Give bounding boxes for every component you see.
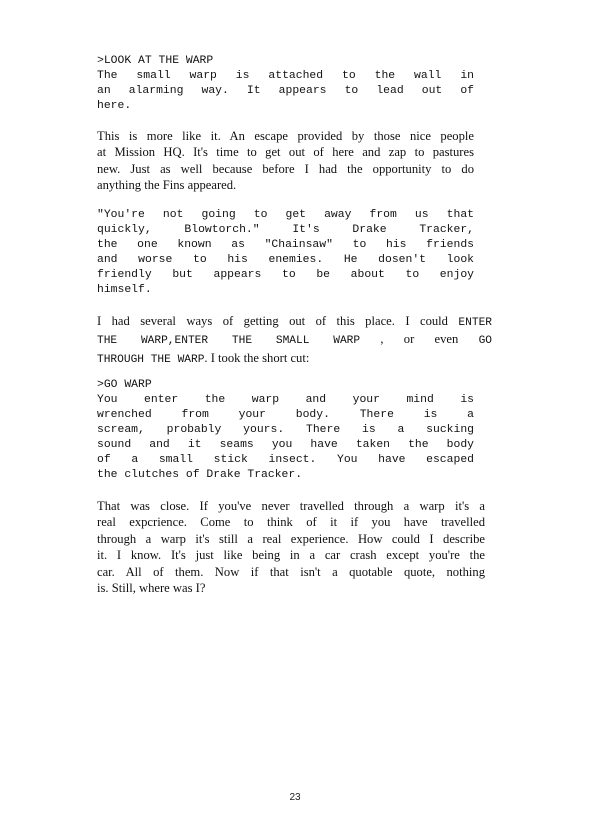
narrative-paragraph-1 bbox=[97, 128, 474, 194]
transcript-line: himself. bbox=[97, 284, 152, 296]
text-line: This is more like it. An escape provided by those nice people bbox=[97, 129, 474, 143]
page-number: 23 bbox=[289, 792, 301, 803]
transcript-line: scream, probably yours. There is a sucking bbox=[97, 424, 474, 436]
transcript-line: "You're not going to get away from us that bbox=[97, 209, 474, 221]
text-fragment: I had several ways of getting out of this place. I could bbox=[97, 314, 448, 328]
command-reference: ENTER bbox=[458, 317, 492, 329]
text-line: is. Still, where was I? bbox=[97, 581, 206, 596]
text-line: anything the Fins appeared. bbox=[97, 178, 237, 193]
game-transcript-tracker bbox=[97, 208, 474, 298]
text-line bbox=[97, 313, 492, 331]
transcript-line: friendly but appears to be about to enjoy bbox=[97, 269, 474, 281]
transcript-line: here. bbox=[97, 100, 132, 112]
transcript-line: The small warp is attached to the wall in bbox=[97, 70, 474, 82]
text-line: at Mission HQ. It's time to get out of here and zap to pastures bbox=[97, 145, 474, 160]
text-line: new. Just as well because before I had the opportunity to do bbox=[97, 161, 474, 176]
command-reference: GO bbox=[478, 335, 492, 348]
transcript-line: of a small stick insect. You have escaped bbox=[97, 454, 474, 466]
transcript-line: an alarming way. It appears to lead out of bbox=[97, 85, 474, 97]
text-line: through a warp it's still a real experience. How could I describe bbox=[97, 531, 485, 546]
transcript-line: sound and it seams you have taken the body bbox=[97, 439, 474, 451]
transcript-line: You enter the warp and your mind is bbox=[97, 394, 474, 406]
transcript-line: wrenched from your body. There is a bbox=[97, 409, 474, 421]
text-line bbox=[97, 350, 492, 368]
narrative-paragraph-2 bbox=[97, 313, 492, 368]
narrative-paragraph-3 bbox=[97, 498, 485, 596]
command-reference: THE WARP,ENTER THE SMALL WARP bbox=[97, 335, 361, 348]
transcript-line: the clutches of Drake Tracker. bbox=[97, 469, 303, 481]
text-fragment: , or even bbox=[380, 332, 459, 347]
text-line bbox=[97, 331, 492, 349]
text-line: it. I know. It's just like being in a car crash except you're the bbox=[97, 548, 485, 563]
text-fragment: . I took the short cut: bbox=[204, 350, 310, 365]
text-line: real expcrience. Come to think of it if you have travelled bbox=[97, 515, 485, 530]
transcript-line: quickly, Blowtorch." It's Drake Tracker, bbox=[97, 224, 474, 236]
game-transcript-go-warp bbox=[97, 378, 474, 483]
text-line: car. All of them. Now if that isn't a quotable quote, nothing bbox=[97, 564, 485, 579]
command-line: >GO WARP bbox=[97, 379, 152, 391]
text-line: That was close. If you've never travelled through a warp it's a bbox=[97, 499, 485, 513]
transcript-line: the one known as "Chainsaw" to his friends bbox=[97, 239, 474, 251]
transcript-line: and worse to his enemies. He dosen't look bbox=[97, 254, 474, 266]
game-transcript-look bbox=[97, 54, 474, 114]
command-reference: THROUGH THE WARP bbox=[97, 353, 205, 366]
command-line: >LOOK AT THE WARP bbox=[97, 55, 214, 67]
